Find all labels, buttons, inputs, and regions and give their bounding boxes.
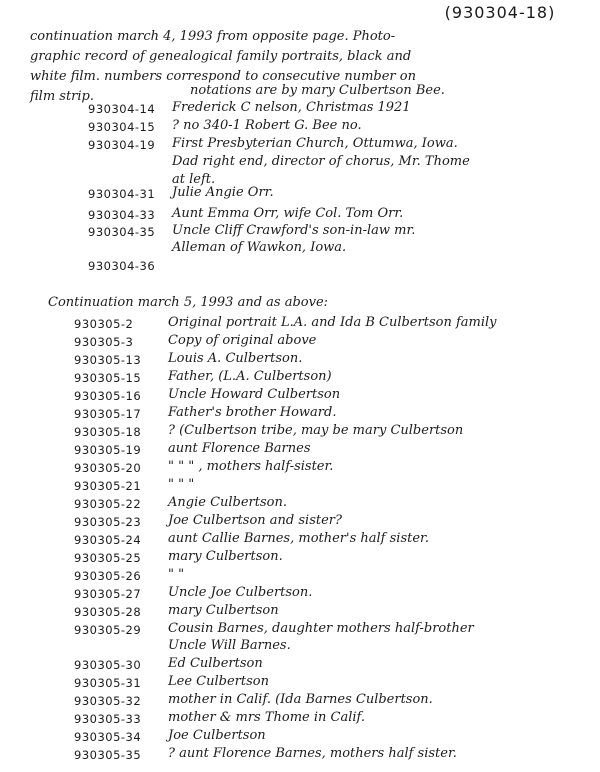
negative-number: 930305-17 bbox=[74, 407, 142, 421]
entry-description: Louis A. Culbertson. bbox=[168, 351, 303, 366]
negative-number: 930305-26 bbox=[74, 569, 142, 583]
list-item bbox=[74, 334, 590, 352]
entry-description: Dad right end, director of chorus, Mr. Thome bbox=[172, 154, 470, 169]
entry-description: " " " , mothers half-sister. bbox=[168, 459, 334, 474]
negative-number: 930304-36 bbox=[88, 259, 156, 273]
entry-description: First Presbyterian Church, Ottumwa, Iowa. bbox=[172, 136, 458, 151]
entry-description: Cousin Barnes, daughter mothers half-brother bbox=[168, 621, 474, 636]
list-item bbox=[74, 604, 590, 622]
negative-number: 930304-31 bbox=[88, 187, 156, 201]
entry-description: " " " bbox=[168, 477, 195, 492]
list-item bbox=[74, 316, 590, 334]
page-id-label: (930304-18) bbox=[444, 2, 556, 22]
list-item bbox=[74, 568, 590, 586]
entry-description: Uncle Joe Culbertson. bbox=[168, 585, 313, 600]
entry-description: Angie Culbertson. bbox=[168, 495, 287, 510]
list-item bbox=[74, 532, 590, 550]
entry-description: Aunt Emma Orr, wife Col. Tom Orr. bbox=[172, 206, 404, 221]
entry-description: ? aunt Florence Barnes, mothers half sister. bbox=[168, 746, 457, 761]
negative-number: 930305-31 bbox=[74, 676, 142, 690]
list-item bbox=[74, 622, 590, 640]
section2-heading: Continuation march 5, 1993 and as above: bbox=[48, 295, 329, 310]
entry-description: mother & mrs Thome in Calif. bbox=[168, 710, 366, 725]
list-item bbox=[88, 258, 590, 276]
negative-number: 930305-3 bbox=[74, 335, 134, 349]
negative-number: 930305-30 bbox=[74, 658, 142, 672]
entry-description: Lee Culbertson bbox=[168, 674, 269, 689]
negative-number: 930305-24 bbox=[74, 533, 142, 547]
entry-description: at left. bbox=[172, 172, 216, 187]
list-item bbox=[74, 478, 590, 496]
entry-description: Ed Culbertson bbox=[168, 656, 263, 671]
list-item bbox=[74, 729, 590, 747]
entry-description: ? no 340-1 Robert G. Bee no. bbox=[172, 118, 362, 133]
negative-number: 930305-32 bbox=[74, 694, 142, 708]
negative-number: 930305-16 bbox=[74, 389, 142, 403]
list-item bbox=[74, 514, 590, 532]
list-item bbox=[74, 370, 590, 388]
list-item bbox=[74, 639, 590, 657]
negative-number: 930305-29 bbox=[74, 623, 142, 637]
list-item bbox=[74, 460, 590, 478]
negative-number: 930305-35 bbox=[74, 748, 142, 762]
negative-number: 930305-15 bbox=[74, 371, 142, 385]
list-item bbox=[88, 241, 590, 259]
negative-number: 930305-2 bbox=[74, 317, 134, 331]
list-item bbox=[88, 155, 590, 173]
negative-number: 930305-25 bbox=[74, 551, 142, 565]
negative-number: 930305-23 bbox=[74, 515, 142, 529]
negative-number: 930305-33 bbox=[74, 712, 142, 726]
intro-line-1: continuation march 4, 1993 from opposite page. Photo- bbox=[30, 29, 396, 44]
entry-description: aunt Callie Barnes, mother's half sister. bbox=[168, 531, 429, 546]
list-item bbox=[74, 675, 590, 693]
entry-description: Uncle Will Barnes. bbox=[168, 638, 291, 653]
entry-description: Father, (L.A. Culbertson) bbox=[168, 369, 332, 384]
negative-number: 930305-18 bbox=[74, 425, 142, 439]
list-item bbox=[74, 586, 590, 604]
list-item bbox=[88, 119, 590, 137]
intro-line-3: white film. numbers correspond to consecutive number on bbox=[30, 69, 416, 84]
negative-number: 930304-15 bbox=[88, 120, 156, 134]
negative-number: 930305-28 bbox=[74, 605, 142, 619]
notations-line: notations are by mary Culbertson Bee. bbox=[190, 83, 445, 98]
entry-description: aunt Florence Barnes bbox=[168, 441, 311, 456]
negative-number: 930305-19 bbox=[74, 443, 142, 457]
list-item bbox=[74, 424, 590, 442]
intro-line-4: film strip. bbox=[30, 89, 95, 104]
list-item bbox=[74, 352, 590, 370]
list-item bbox=[74, 693, 590, 711]
list-item bbox=[74, 388, 590, 406]
negative-number: 930304-14 bbox=[88, 102, 156, 116]
list-item bbox=[88, 101, 590, 119]
entry-description: Original portrait L.A. and Ida B Culbertson family bbox=[168, 315, 497, 330]
negative-number: 930305-13 bbox=[74, 353, 142, 367]
entry-description: Joe Culbertson bbox=[168, 728, 266, 743]
entry-description: " " bbox=[168, 567, 185, 582]
list-item bbox=[88, 137, 590, 155]
list-item bbox=[74, 657, 590, 675]
entry-description: Copy of original above bbox=[168, 333, 317, 348]
entry-description: Uncle Howard Culbertson bbox=[168, 387, 341, 402]
list-item bbox=[74, 442, 590, 460]
entry-description: Uncle Cliff Crawford's son-in-law mr. bbox=[172, 223, 416, 238]
negative-number: 930305-21 bbox=[74, 479, 142, 493]
entry-description: mary Culbertson bbox=[168, 603, 279, 618]
list-item bbox=[74, 747, 590, 765]
list-item bbox=[74, 711, 590, 729]
negative-number: 930305-27 bbox=[74, 587, 142, 601]
entry-description: ? (Culbertson tribe, may be mary Culbertson bbox=[168, 423, 464, 438]
negative-number: 930304-19 bbox=[88, 138, 156, 152]
negative-number: 930305-34 bbox=[74, 730, 142, 744]
entry-description: Frederick C nelson, Christmas 1921 bbox=[172, 100, 411, 115]
entry-description: Julie Angie Orr. bbox=[172, 185, 274, 200]
entry-description: Joe Culbertson and sister? bbox=[168, 513, 342, 528]
negative-number: 930304-33 bbox=[88, 208, 156, 222]
entry-description: Alleman of Wawkon, Iowa. bbox=[172, 240, 347, 255]
entry-description: mary Culbertson. bbox=[168, 549, 283, 564]
entry-description: mother in Calif. (Ida Barnes Culbertson. bbox=[168, 692, 433, 707]
negative-number: 930305-20 bbox=[74, 461, 142, 475]
intro-line-2: graphic record of genealogical family portraits, black and bbox=[30, 49, 412, 64]
entry-description: Father's brother Howard. bbox=[168, 405, 337, 420]
list-item bbox=[88, 186, 590, 204]
list-item bbox=[74, 406, 590, 424]
list-item bbox=[74, 550, 590, 568]
negative-number: 930305-22 bbox=[74, 497, 142, 511]
negative-number: 930304-35 bbox=[88, 225, 156, 239]
list-item bbox=[74, 496, 590, 514]
